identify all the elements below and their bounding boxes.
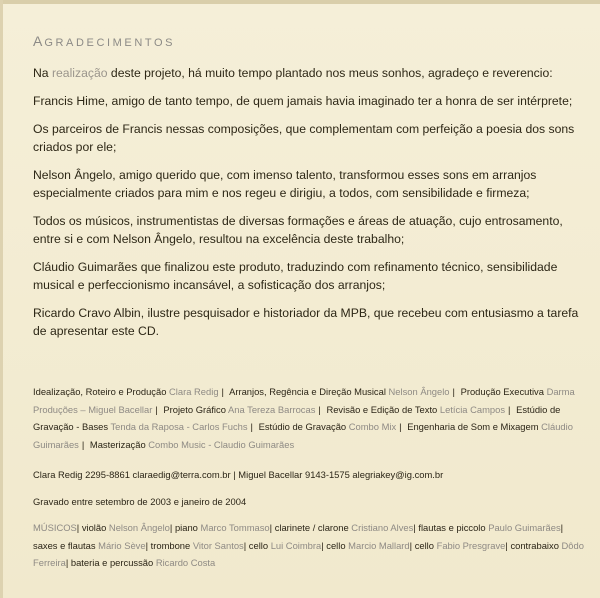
paragraph-3: Os parceiros de Francis nessas composições, que complementam com perfeição a poesia dos sons criados por ele; <box>33 122 575 154</box>
musician-name: Paulo Guimarães <box>488 522 561 533</box>
title-rest: GRADECIMENTOS <box>44 37 176 49</box>
credit-name: Nelson Ângelo <box>388 386 450 397</box>
credit-role: Estúdio de Gravação - Bases <box>33 403 561 433</box>
credit-role: Projeto Gráfico <box>163 403 226 415</box>
musician-instrument: trombone <box>150 539 191 551</box>
musician-instrument: cello <box>414 539 434 551</box>
credit-name: Cláudio Guimarães <box>33 421 573 450</box>
musician-instrument: bateria e percussão <box>70 557 154 569</box>
musician-name: Fabio Presgrave <box>436 539 506 551</box>
musicians-label: MÚSICOS <box>33 522 77 533</box>
production-credits: Idealização, Roteiro e Produção Clara Redig | Arranjos, Regência e Direção Musical Nelson Ângelo | Produção Executiva Darma Produções – Miguel Bacellar | Projeto Gráfico Ana Tereza Barrocas | Revisão e Edição de Texto Letícia Campos | Estúdio de Gravação - Bases Tenda da Raposa - Carlos Fuchs | Estúdio de Gravação Combo Mix | Engenharia de Som e Mixagem Cláudio Guimarães | Masterização Combo Music - Claudio Guimarães <box>33 386 575 450</box>
musician-name: Dôdo Ferreira <box>33 539 584 569</box>
musician-instrument: violão <box>81 522 107 533</box>
contact-miguel: Miguel Bacellar 9143-1575 alegriakey@ig.com.br <box>238 469 444 480</box>
page-edge-left <box>0 0 3 598</box>
credit-name: Tenda da Raposa - Carlos Fuchs <box>110 421 248 433</box>
credit-role: Idealização, Roteiro e Produção <box>33 386 167 397</box>
recording-date: Gravado entre setembro de 2003 e janeiro de 2004 <box>33 496 247 507</box>
credit-role: Engenharia de Som e Mixagem <box>407 421 539 433</box>
paragraph-1-highlight: realização <box>51 66 108 80</box>
musician-name: Cristiano Alves <box>351 522 414 533</box>
credit-name: Darma Produções – Miguel Bacellar <box>33 386 575 415</box>
paragraph-5: Todos os músicos, instrumentistas de diversas formações e áreas de atuação, cujo entrosamento, entre si e com Nelson Ângelo, resultou na excelência deste trabalho; <box>33 214 563 246</box>
musician-name: Marco Tommaso <box>200 522 270 533</box>
musician-instrument: cello <box>248 539 269 551</box>
credit-role: Estúdio de Gravação <box>258 421 347 433</box>
musician-instrument: clarinete / clarone <box>274 522 349 533</box>
musician-instrument: flautas e piccolo <box>418 522 486 533</box>
musician-instrument: cello <box>326 539 346 551</box>
musician-name: Marcio Mallard <box>348 539 410 551</box>
contact-clara: Clara Redig 2295-8861 claraedig@terra.com.br <box>33 469 231 480</box>
paragraph-6: Cláudio Guimarães que finalizou este produto, traduzindo com refinamento técnico, sensibilidade musical e perfeccionismo incansável, a sofisticação dos arranjos; <box>33 260 558 292</box>
credit-name: Combo Music - Claudio Guimarães <box>148 438 295 450</box>
musician-instrument: piano <box>174 522 198 533</box>
acknowledgements-body <box>33 64 585 350</box>
title-initial: A <box>33 33 45 49</box>
contacts: Clara Redig 2295-8861 claraedig@terra.com.br | Miguel Bacellar 9143-1575 alegriakey@ig.com.br <box>33 469 444 480</box>
paragraph-4: Nelson Ângelo, amigo querido que, com imenso talento, transformou esses sons em arranjos especialmente criados para mim e nos regeu e dirigiu, a todos, com sensibilidade e firmeza; <box>33 168 537 200</box>
credit-name: Combo Mix <box>348 421 397 433</box>
paragraph-1-pre: Na <box>33 66 52 80</box>
musician-name: Nelson Ângelo <box>108 522 170 533</box>
paragraph-7: Ricardo Cravo Albin, ilustre pesquisador e historiador da MPB, que recebeu com entusiasmo a tarefa de apresentar este CD. <box>33 306 579 338</box>
musician-instrument: saxes e flautas <box>33 539 96 551</box>
credit-name: Clara Redig <box>169 386 219 397</box>
credit-role: Produção Executiva <box>460 386 544 397</box>
credit-role: Revisão e Edição de Texto <box>326 403 438 415</box>
paragraph-1-post: deste projeto, há muito tempo plantado nos meus sonhos, agradeço e reverencio: <box>107 66 553 80</box>
paragraph-2: Francis Hime, amigo de tanto tempo, de quem jamais havia imaginado ter a honra de ser intérprete; <box>33 94 573 108</box>
credit-role: Arranjos, Regência e Direção Musical <box>229 386 386 397</box>
musicians-credits: MÚSICOS| violão Nelson Ângelo| piano Marco Tommaso| clarinete / clarone Cristiano Alves| flautas e piccolo Paulo Guimarães| saxes e flautas Mário Sève| trombone Vitor Santos| cello Lui Coimbra| cello Marcio Mallard| cello Fabio Presgrave| contrabaixo Dôdo Ferreira| bateria e percussão Ricardo Costa <box>33 522 584 569</box>
page-edge-top <box>0 0 600 4</box>
musician-name: Mário Sève <box>98 539 146 551</box>
musician-instrument: contrabaixo <box>510 539 559 551</box>
musician-name: Ricardo Costa <box>155 557 216 569</box>
musician-name: Lui Coimbra <box>270 539 322 551</box>
credit-role: Masterização <box>89 438 146 450</box>
credit-name: Ana Tereza Barrocas <box>228 403 316 415</box>
credit-name: Letícia Campos <box>439 403 506 415</box>
section-title <box>33 33 175 49</box>
musician-name: Vitor Santos <box>192 539 244 551</box>
paragraph-1 <box>33 64 585 82</box>
